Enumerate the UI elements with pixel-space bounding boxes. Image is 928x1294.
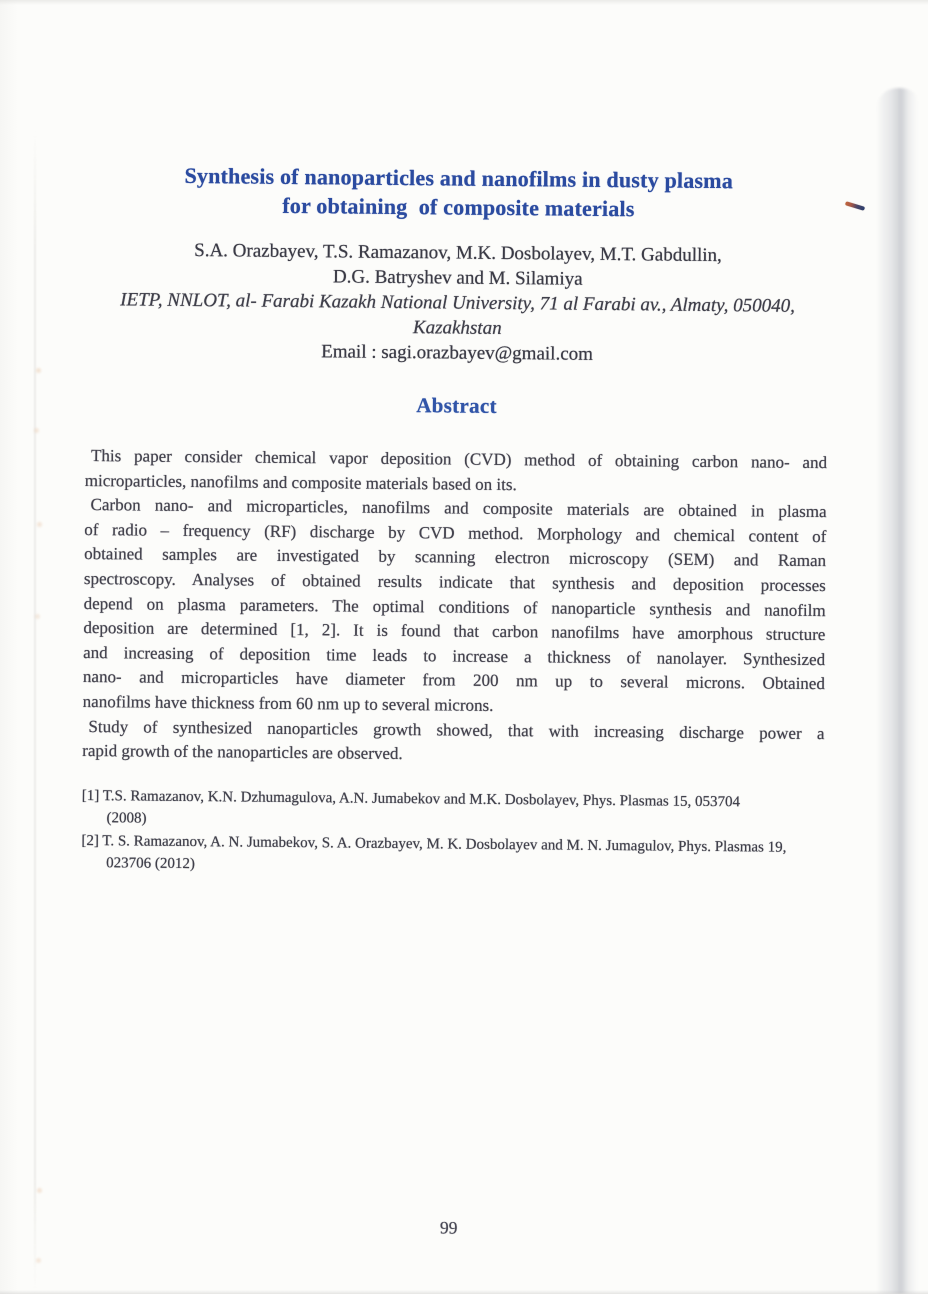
reference-line: 023706 (2012) [106, 855, 195, 872]
abstract-line: Carbon nano- and microparticles, nanofilms and composite materials are obtained in plasma [90, 495, 827, 522]
title-line-1: Synthesis of nanoparticles and nanofilms in dusty plasma [184, 162, 734, 194]
abstract-line: deposition are determined [1, 2]. It is found that carbon nanofilms have amorphous structure [83, 618, 826, 645]
abstract-line: nanofilms have thickness from 60 nm up to several microns. [82, 691, 494, 715]
abstract-line: nano- and microparticles have diameter from 200 nm up to several microns. Obtained [82, 667, 825, 694]
page-number: 99 [439, 1217, 458, 1238]
abstract-line: Study of synthesized nanoparticles growth showed, that with increasing discharge power a [88, 716, 825, 743]
abstract-line: of radio – frequency (RF) discharge by CVD method. Morphology and chemical content of [84, 519, 827, 546]
abstract-line: This paper consider chemical vapor deposition (CVD) method of obtaining carbon nano- and [90, 446, 828, 473]
pen-mark [845, 201, 865, 211]
paper-title [87, 160, 830, 225]
authors-line-1: S.A. Orazbayev, T.S. Ramazanov, M.K. Dosbolayev, M.T. Gabdullin, [194, 240, 722, 267]
authors-line-2: D.G. Batryshev and M. Silamiya [332, 266, 583, 290]
page-edge-crease [876, 88, 922, 1294]
reference-line: [1] T.S. Ramazanov, K.N. Dzhumagulova, A.N. Jumabekov and M.K. Dosbolayev, Phys. Plasmas 15, 053704 [81, 787, 741, 811]
affiliation [86, 287, 828, 344]
references [81, 785, 844, 882]
reference-item [81, 785, 843, 837]
email-line: Email : sagi.orazbayev@gmail.com [321, 341, 594, 365]
abstract-line: obtained samples are investigated by scanning electron microscopy (SEM) and Raman [84, 544, 827, 571]
reference-item [81, 829, 843, 881]
abstract-line: spectroscopy. Analyses of obtained results indicate that synthesis and deposition processes [83, 568, 826, 596]
reference-line: (2008) [106, 810, 147, 827]
abstract-body [82, 444, 827, 771]
binding-dots [34, 0, 39, 5]
abstract-line: microparticles, nanofilms and composite materials based on its. [84, 470, 517, 494]
title-line-2: for obtaining of composite materials [282, 192, 635, 222]
affiliation-line-1: IETP, NNLOT, al- Farabi Kazakh National University, 71 al Farabi av., Almaty, 050040, [120, 289, 795, 317]
authors [87, 237, 829, 294]
reference-line: [2] T. S. Ramazanov, A. N. Jumabekov, S. A. Orazbayev, M. K. Dosbolayev and M. N. Jumagulov, Phys. Plasmas 19, [81, 832, 787, 856]
abstract-heading: Abstract [416, 393, 497, 418]
page-content [81, 150, 830, 1238]
abstract-line: depend on plasma parameters. The optimal conditions of nanoparticle synthesis and nanofilm [83, 593, 826, 620]
abstract-line: and increasing of deposition time leads to increase a thickness of nanolayer. Synthesized [83, 642, 826, 669]
binding-shadow-line [34, 130, 36, 1294]
affiliation-line-2: Kazakhstan [412, 317, 502, 339]
abstract-line: rapid growth of the nanoparticles are observed. [82, 741, 403, 764]
